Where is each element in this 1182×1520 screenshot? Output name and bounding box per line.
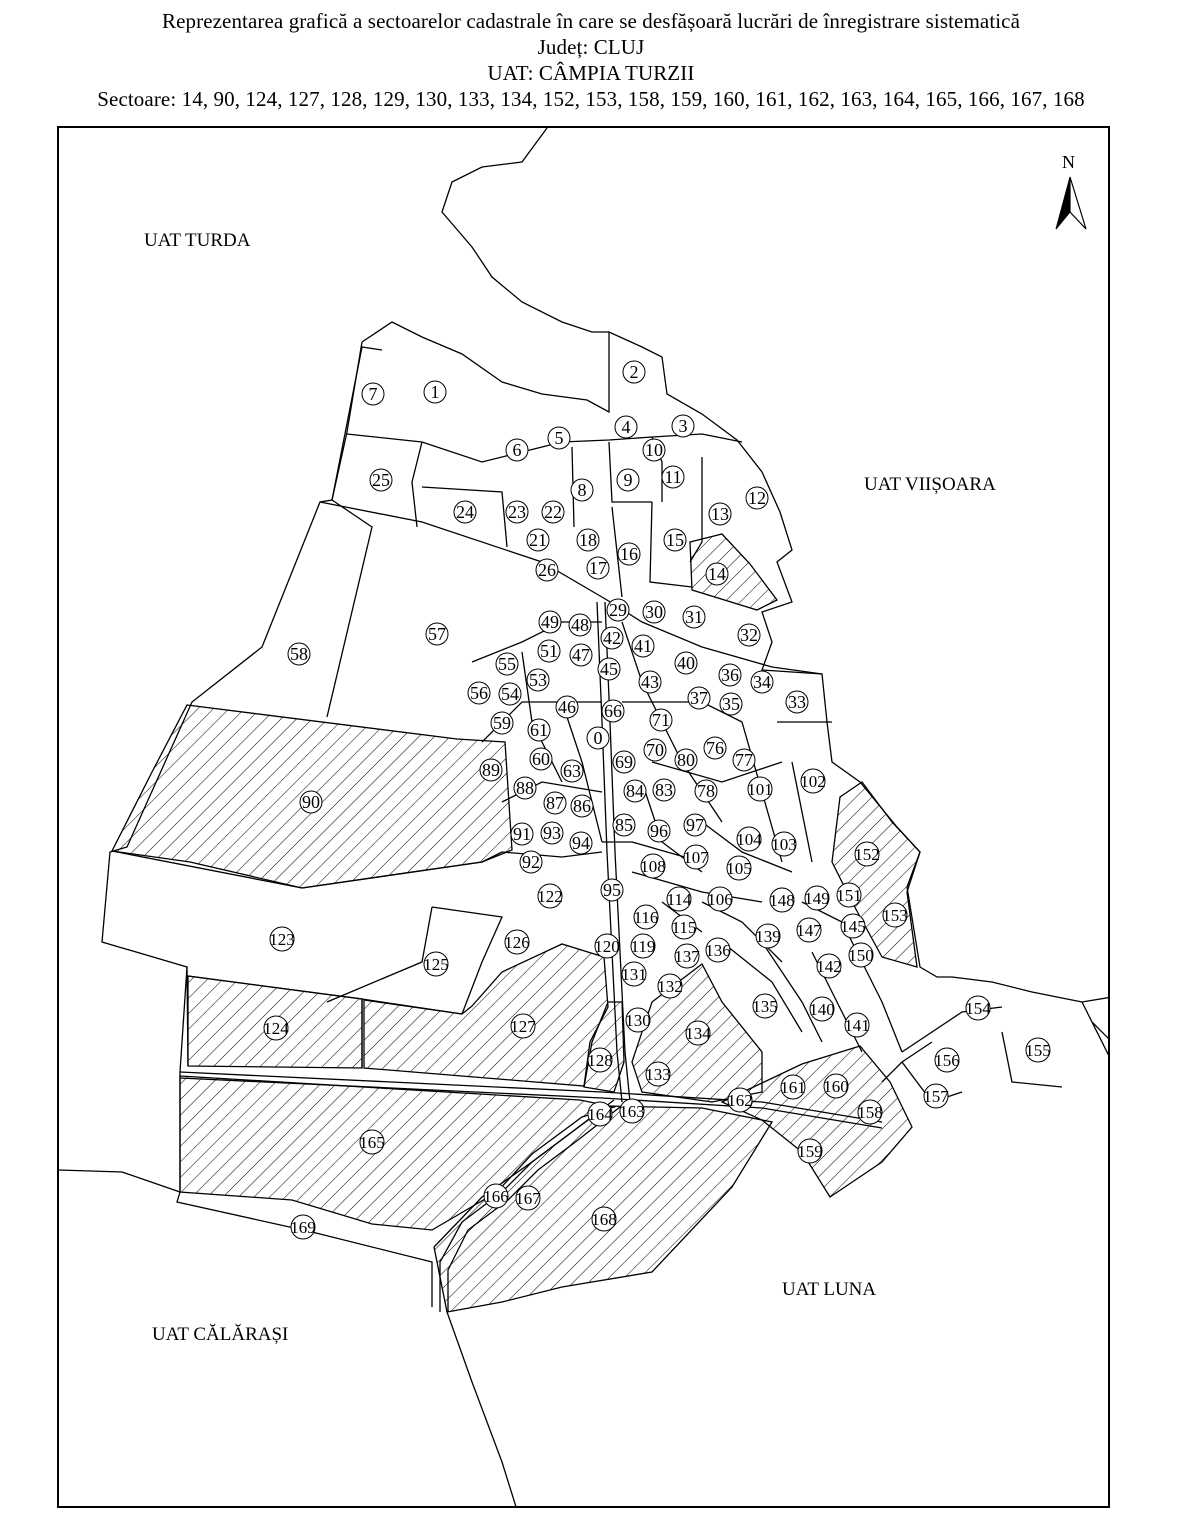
sector-label-text: 165	[359, 1133, 385, 1152]
sector-label-133	[645, 1062, 671, 1086]
sector-label-text: 76	[706, 738, 724, 758]
sector-label-text: 115	[671, 918, 697, 937]
sector-label-text: 89	[482, 760, 500, 780]
sector-label-text: 17	[589, 558, 607, 578]
sector-label-text: 116	[633, 908, 659, 927]
sector-label-12	[746, 487, 768, 509]
sector-label-text: 1	[430, 382, 440, 402]
sector-label-text: 149	[804, 889, 830, 908]
sector-label-text: 31	[685, 607, 703, 627]
sector-label-text: 21	[529, 530, 547, 550]
sector-label-text: 86	[573, 796, 591, 816]
sector-label-13	[709, 503, 731, 525]
sector-label-46	[556, 696, 578, 718]
sector-label-text: 63	[563, 761, 581, 781]
sector-label-153	[882, 903, 908, 927]
sector-label-text: 106	[707, 890, 733, 909]
sector-label-text: 80	[677, 750, 695, 770]
sector-label-text: 49	[541, 612, 559, 632]
sector-label-text: 54	[501, 684, 519, 704]
sector-label-49	[539, 611, 561, 633]
sector-label-142	[816, 954, 842, 978]
sector-label-93	[541, 822, 563, 844]
sector-label-107	[683, 845, 709, 869]
sector-label-24	[454, 501, 476, 523]
sector-label-text: 140	[809, 1000, 835, 1019]
sector-label-56	[468, 682, 490, 704]
sector-label-134	[685, 1021, 711, 1045]
sector-label-text: 154	[965, 999, 991, 1018]
east-fields	[772, 667, 1062, 1102]
sector-label-36	[719, 664, 741, 686]
sector-label-text: 148	[769, 891, 795, 910]
sector-label-115	[672, 915, 697, 939]
sector-label-15	[664, 529, 686, 551]
sector-label-161	[780, 1075, 806, 1099]
sector-label-148	[769, 888, 795, 912]
sector-label-123	[269, 927, 295, 951]
sector-label-3	[672, 415, 694, 437]
sector-label-37	[688, 687, 710, 709]
sector-label-102	[800, 769, 826, 793]
sector-label-9	[617, 469, 639, 491]
title-line-sectors: Sectoare: 14, 90, 124, 127, 128, 129, 130, 133, 134, 152, 153, 158, 159, 160, 161, 162, 163, 164, 165, 166, 167, 168	[97, 87, 1085, 111]
sector-label-125	[423, 952, 449, 976]
sector-label-text: 133	[645, 1065, 671, 1084]
sector-label-text: 163	[619, 1102, 645, 1121]
sector-label-97	[684, 814, 706, 836]
sector-label-25	[370, 469, 392, 491]
sector-label-text: 16	[620, 544, 638, 564]
sector-label-text: 70	[646, 740, 664, 760]
label-uat-luna: UAT LUNA	[782, 1279, 877, 1300]
sector-label-169	[290, 1215, 316, 1239]
sector-label-139	[755, 924, 781, 948]
sector-label-text: 47	[572, 645, 590, 665]
east-boundary	[1082, 1002, 1110, 1062]
sector-label-text: 84	[626, 781, 644, 801]
sector-label-text: 160	[823, 1077, 849, 1096]
sector-label-text: 103	[771, 835, 797, 854]
sector-label-text: 125	[423, 955, 449, 974]
sector-label-131	[621, 962, 647, 986]
sector-label-text: 136	[705, 941, 731, 960]
sector-label-text: 29	[609, 600, 627, 620]
sector-label-text: 7	[368, 384, 378, 404]
sector-label-136	[705, 938, 731, 962]
sector-label-127	[510, 1014, 536, 1038]
sector-label-text: 53	[529, 670, 547, 690]
sector-127-area	[364, 944, 608, 1086]
sector-label-85	[613, 814, 635, 836]
sector-label-5	[548, 427, 570, 449]
sector-label-text: 102	[800, 772, 826, 791]
sector-label-text: 127	[510, 1017, 536, 1036]
sector-label-167	[515, 1186, 541, 1210]
sector-label-101	[747, 777, 773, 801]
sector-label-text: 12	[748, 488, 766, 508]
sector-label-71	[650, 709, 672, 731]
sector-label-130	[625, 1008, 651, 1032]
sector-label-text: 88	[516, 778, 534, 798]
sector-label-text: 128	[587, 1051, 613, 1070]
sector-label-text: 90	[302, 792, 320, 812]
sector-label-128	[587, 1048, 613, 1072]
sector-label-141	[844, 1013, 870, 1037]
sector-label-31	[683, 606, 705, 628]
sector-label-text: 141	[844, 1016, 870, 1035]
sector-label-text: 36	[721, 665, 739, 685]
sector-label-text: 69	[615, 752, 633, 772]
sector-label-159	[797, 1139, 823, 1163]
sector-label-text: 107	[683, 848, 709, 867]
sector-label-54	[499, 683, 521, 705]
sector-label-text: 130	[625, 1011, 651, 1030]
sector-label-156	[934, 1048, 960, 1072]
sector-label-text: 85	[615, 815, 633, 835]
sector-label-92	[520, 851, 542, 873]
sector-label-text: 152	[854, 845, 880, 864]
sector-label-text: 94	[572, 833, 590, 853]
north-arrow-outline	[1070, 177, 1086, 229]
sector-label-text: 161	[780, 1078, 806, 1097]
sector-label-83	[653, 779, 675, 801]
sector-label-0	[587, 727, 609, 749]
sector-label-132	[657, 974, 683, 998]
sector-label-text: 134	[685, 1024, 711, 1043]
sector-label-91	[511, 823, 533, 845]
sector-label-89	[480, 759, 502, 781]
sector-label-43	[639, 671, 661, 693]
sector-label-151	[836, 883, 862, 907]
sector-label-text: 156	[934, 1051, 960, 1070]
sector-label-166	[483, 1184, 509, 1208]
sector-label-1	[424, 381, 446, 403]
title-line-uat: UAT: CÂMPIA TURZII	[487, 61, 695, 85]
sector-label-152	[854, 842, 880, 866]
sector-label-14	[706, 563, 728, 585]
sector-label-text: 145	[840, 917, 866, 936]
sector-label-text: 96	[650, 821, 668, 841]
sector-label-84	[624, 780, 646, 802]
sector-label-text: 142	[816, 957, 842, 976]
sector-label-162	[727, 1088, 753, 1112]
sector-label-text: 132	[657, 977, 683, 996]
sector-label-text: 4	[621, 417, 631, 437]
sector-label-text: 126	[504, 933, 530, 952]
sector-label-text: 155	[1025, 1041, 1051, 1060]
sector-label-text: 22	[544, 502, 562, 522]
sector-label-106	[707, 887, 733, 911]
sector-label-text: 23	[508, 502, 526, 522]
sector-label-text: 45	[600, 659, 618, 679]
sector-label-17	[587, 557, 609, 579]
sector-label-text: 158	[857, 1103, 883, 1122]
title-line-county: Județ: CLUJ	[537, 35, 645, 59]
sector-label-61	[528, 719, 550, 741]
sector-label-text: 108	[640, 857, 666, 876]
sector-label-32	[738, 624, 760, 646]
sector-14-area	[690, 534, 777, 610]
sector-label-168	[591, 1207, 617, 1231]
sector-label-55	[496, 653, 518, 675]
sector-label-122	[537, 884, 563, 908]
northern-river-edge	[442, 128, 609, 332]
sector-label-23	[506, 501, 528, 523]
sector-label-text: 91	[513, 824, 531, 844]
sector-label-88	[514, 777, 536, 799]
sector-label-text: 169	[290, 1218, 316, 1237]
sector-label-text: 5	[554, 428, 564, 448]
sector-label-40	[675, 652, 697, 674]
sector-label-157	[923, 1084, 949, 1108]
sector-label-86	[571, 795, 593, 817]
cadastral-map	[59, 128, 1110, 1508]
sector-label-text: 124	[263, 1019, 289, 1038]
sector-label-120	[594, 934, 620, 958]
sector-label-text: 40	[677, 653, 695, 673]
sector-label-text: 66	[604, 701, 622, 721]
sector-label-text: 83	[655, 780, 673, 800]
sector-label-text: 162	[727, 1091, 753, 1110]
sector-label-text: 55	[498, 654, 516, 674]
map-title-block	[0, 8, 1182, 112]
sector-label-text: 13	[711, 504, 729, 524]
sector-label-48	[569, 614, 591, 636]
sector-label-114	[667, 887, 692, 911]
sector-label-103	[771, 832, 797, 856]
sector-label-87	[544, 792, 566, 814]
sector-label-text: 131	[621, 965, 647, 984]
sector-label-53	[527, 669, 549, 691]
sector-label-text: 120	[594, 937, 620, 956]
label-uat-turda: UAT TURDA	[144, 230, 251, 251]
sector-label-text: 77	[735, 750, 753, 770]
sector-label-124	[263, 1016, 289, 1040]
sector-label-text: 2	[629, 362, 639, 382]
sector-label-text: 32	[740, 625, 758, 645]
sector-label-126	[504, 930, 530, 954]
sector-label-77	[733, 749, 755, 771]
sector-label-text: 9	[623, 470, 633, 490]
sector-label-text: 104	[736, 830, 762, 849]
sector-label-41	[632, 635, 654, 657]
sector-label-58	[288, 643, 310, 665]
uat-boundary-main	[362, 322, 1110, 1002]
sector-label-34	[751, 671, 773, 693]
sector-label-text: 151	[836, 886, 862, 905]
sector-label-text: 8	[577, 480, 587, 500]
sector-label-21	[527, 529, 549, 551]
sector-label-29	[607, 599, 629, 621]
sector-label-text: 153	[882, 906, 908, 925]
label-uat-calarasi: UAT CĂLĂRAȘI	[152, 1324, 289, 1345]
sector-label-165	[359, 1130, 385, 1154]
sector-label-155	[1025, 1038, 1051, 1062]
sector-label-text: 15	[666, 530, 684, 550]
sector-label-119	[631, 934, 656, 958]
sector-label-text: 122	[537, 887, 563, 906]
sector-label-147	[796, 918, 822, 942]
sector-label-text: 34	[753, 672, 771, 692]
sector-label-text: 10	[645, 440, 663, 460]
title-line-1: Reprezentarea grafică a sectoarelor cadastrale în care se desfășoară lucrări de înregistrare sistematică	[161, 9, 1021, 33]
sector-label-4	[615, 416, 637, 438]
sector-label-text: 101	[747, 780, 773, 799]
sector-label-60	[530, 748, 552, 770]
sector-label-text: 59	[493, 713, 511, 733]
sector-label-63	[561, 760, 583, 782]
sector-label-35	[720, 693, 742, 715]
sector-label-text: 71	[652, 710, 670, 730]
north-arrow-icon	[1056, 152, 1086, 229]
sector-label-80	[675, 749, 697, 771]
sector-label-text: 78	[697, 781, 715, 801]
sector-label-text: 167	[515, 1189, 541, 1208]
sector-label-10	[643, 439, 665, 461]
sector-label-text: 3	[678, 416, 688, 436]
sector-label-text: 56	[470, 683, 488, 703]
sector-label-text: 119	[630, 937, 656, 956]
sector-label-105	[726, 856, 752, 880]
sector-label-text: 159	[797, 1142, 823, 1161]
sector-label-text: 114	[666, 890, 692, 909]
sector-label-text: 24	[456, 502, 474, 522]
sector-label-2	[623, 361, 645, 383]
sector-label-text: 135	[752, 997, 778, 1016]
map-frame	[57, 126, 1110, 1508]
sector-label-160	[823, 1074, 849, 1098]
sector-label-59	[491, 712, 513, 734]
sector-label-149	[804, 886, 830, 910]
sector-label-text: 97	[686, 815, 704, 835]
sector-label-text: 87	[546, 793, 564, 813]
sector-label-51	[538, 640, 560, 662]
sector-label-text: 33	[788, 692, 806, 712]
sector-label-text: 95	[603, 880, 621, 900]
sector-label-57	[426, 623, 448, 645]
sector-label-22	[542, 501, 564, 523]
sector-label-47	[570, 644, 592, 666]
sector-label-140	[809, 997, 835, 1021]
sector-label-163	[619, 1099, 645, 1123]
sector-label-104	[736, 827, 762, 851]
sector-label-text: 166	[483, 1187, 509, 1206]
sector-label-text: 164	[587, 1105, 613, 1124]
sector-label-164	[587, 1102, 613, 1126]
sector-label-18	[577, 529, 599, 551]
sector-label-137	[674, 944, 700, 968]
sector-label-11	[662, 466, 684, 488]
luna-boundary	[447, 1312, 517, 1508]
sector-label-154	[965, 996, 991, 1020]
sector-label-90	[300, 791, 322, 813]
sector-label-text: 46	[558, 697, 576, 717]
sector-label-70	[644, 739, 666, 761]
sector-label-text: 139	[755, 927, 781, 946]
sector-label-text: 6	[512, 440, 522, 460]
sector-label-145	[840, 914, 866, 938]
label-uat-viisoara: UAT VIIȘOARA	[864, 474, 996, 495]
sector-label-7	[362, 383, 384, 405]
sector-label-text: 123	[269, 930, 295, 949]
sector-label-text: 0	[593, 728, 603, 748]
sector-label-text: 137	[674, 947, 700, 966]
sector-label-16	[618, 543, 640, 565]
sector-label-text: 41	[634, 636, 652, 656]
sector-label-text: 92	[522, 852, 540, 872]
sector-label-text: 14	[708, 564, 726, 584]
sector-label-text: 168	[591, 1210, 617, 1229]
sector-label-26	[536, 559, 558, 581]
sector-label-text: 147	[796, 921, 822, 940]
sector-label-66	[602, 700, 624, 722]
sector-label-text: 157	[923, 1087, 949, 1106]
sector-label-158	[857, 1100, 883, 1124]
sector-label-text: 37	[690, 688, 708, 708]
sector-label-135	[752, 994, 778, 1018]
sector-label-text: 51	[540, 641, 558, 661]
sector-label-94	[570, 832, 592, 854]
sector-label-text: 60	[532, 749, 550, 769]
sector-label-text: 105	[726, 859, 752, 878]
sector-label-text: 61	[530, 720, 548, 740]
calarasi-boundary	[59, 1170, 180, 1192]
sector-label-text: 58	[290, 644, 308, 664]
sector-label-text: 93	[543, 823, 561, 843]
sector-label-69	[613, 751, 635, 773]
sector-label-text: 30	[645, 602, 663, 622]
sector-label-95	[601, 879, 623, 901]
sector-label-text: 150	[848, 946, 874, 965]
sector-label-8	[571, 479, 593, 501]
sector-label-6	[506, 439, 528, 461]
sector-label-text: 26	[538, 560, 556, 580]
sector-label-96	[648, 820, 670, 842]
north-arrow-shape	[1056, 177, 1070, 229]
north-arrow-label: N	[1062, 152, 1075, 172]
sector-label-text: 25	[372, 470, 390, 490]
sector-label-78	[695, 780, 717, 802]
sector-label-76	[704, 737, 726, 759]
sector-label-text: 42	[603, 628, 621, 648]
sector-label-150	[848, 943, 874, 967]
sector-label-42	[601, 627, 623, 649]
sector-label-45	[598, 658, 620, 680]
sector-label-text: 18	[579, 530, 597, 550]
sector-label-108	[640, 854, 666, 878]
sector-152-153-area	[832, 782, 920, 967]
sector-label-text: 43	[641, 672, 659, 692]
sector-label-33	[786, 691, 808, 713]
sector-label-text: 35	[722, 694, 740, 714]
sector-label-text: 48	[571, 615, 589, 635]
sector-label-116	[634, 905, 659, 929]
sector-label-30	[643, 601, 665, 623]
sector-label-text: 11	[664, 467, 682, 487]
sector-label-text: 57	[428, 624, 446, 644]
